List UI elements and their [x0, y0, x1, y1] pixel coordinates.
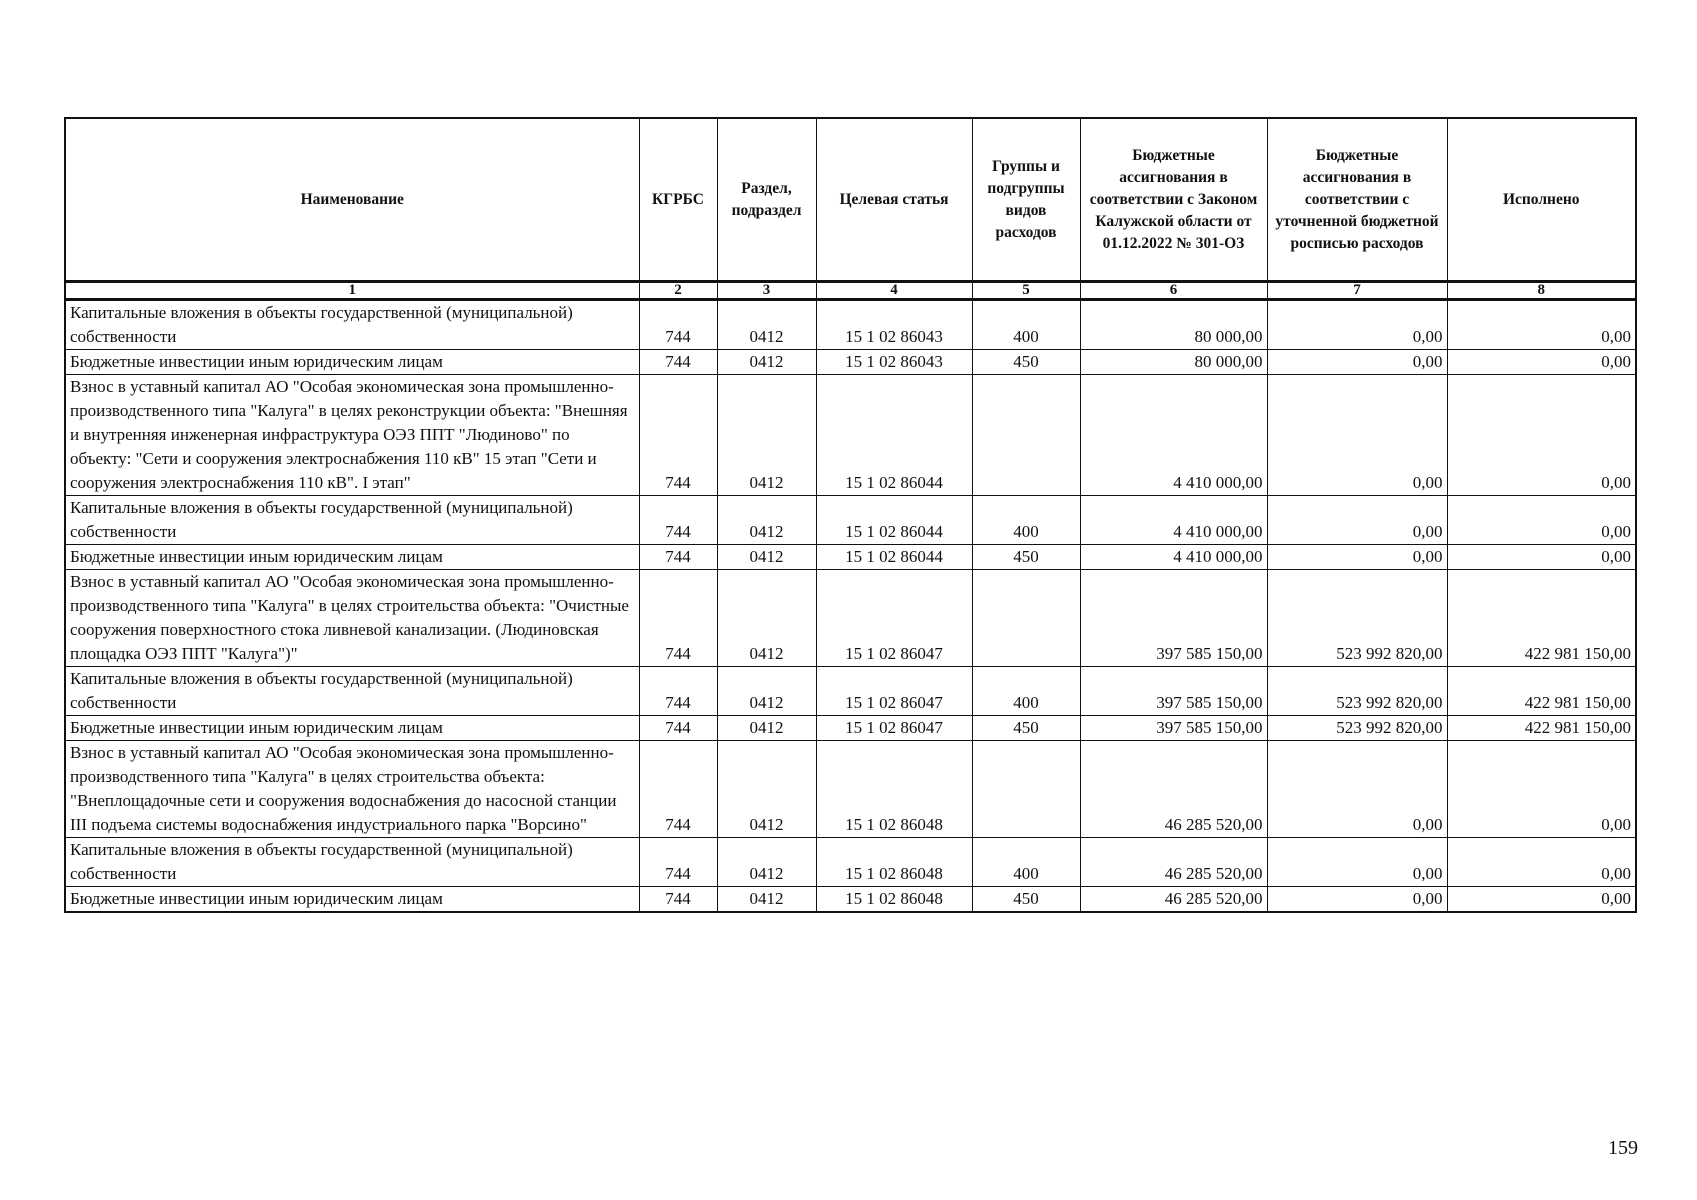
- cell-name: Капитальные вложения в объекты государственной (муниципальной) собственности: [65, 838, 639, 887]
- cell-executed-amount: 422 981 150,00: [1447, 570, 1636, 667]
- cell-executed-amount: 0,00: [1447, 375, 1636, 496]
- column-number: 8: [1447, 282, 1636, 300]
- cell-group: 450: [972, 350, 1080, 375]
- table-row: [65, 667, 1636, 716]
- cell-name: Капитальные вложения в объекты государственной (муниципальной) собственности: [65, 300, 639, 350]
- cell-group: 400: [972, 838, 1080, 887]
- page-number: 159: [1608, 1137, 1638, 1159]
- header-section: Раздел, подраздел: [717, 118, 816, 282]
- cell-name: Капитальные вложения в объекты государственной (муниципальной) собственности: [65, 496, 639, 545]
- header-kgrbs: КГРБС: [639, 118, 717, 282]
- cell-law-amount: 80 000,00: [1080, 300, 1267, 350]
- cell-name: Взнос в уставный капитал АО "Особая экономическая зона промышленно-производственного типа "Калуга" в целях реконструкции объекта: "Внешняя и внутренняя инженерная инфраструктура ОЭЗ ППТ "Людиново" по объекту: "Сети и сооружения электроснабжения 110 кВ" 15 этап "Сети и сооружения электроснабжения 110 кВ". I этап": [65, 375, 639, 496]
- cell-name: Бюджетные инвестиции иным юридическим лицам: [65, 350, 639, 375]
- cell-law-amount: 80 000,00: [1080, 350, 1267, 375]
- column-number: 2: [639, 282, 717, 300]
- cell-law-amount: 4 410 000,00: [1080, 545, 1267, 570]
- cell-refined-amount: 0,00: [1267, 300, 1447, 350]
- column-number: 5: [972, 282, 1080, 300]
- cell-name: Бюджетные инвестиции иным юридическим лицам: [65, 545, 639, 570]
- cell-refined-amount: 0,00: [1267, 838, 1447, 887]
- table-row: [65, 570, 1636, 667]
- cell-target: 15 1 02 86048: [816, 887, 972, 913]
- cell-kgrbs: 744: [639, 350, 717, 375]
- cell-refined-amount: 0,00: [1267, 496, 1447, 545]
- cell-name: Бюджетные инвестиции иным юридическим лицам: [65, 887, 639, 913]
- table-row: [65, 545, 1636, 570]
- cell-refined-amount: 523 992 820,00: [1267, 667, 1447, 716]
- header-law: Бюджетные ассигнования в соответствии с Законом Калужской области от 01.12.2022 № 301-ОЗ: [1080, 118, 1267, 282]
- table-row: [65, 375, 1636, 496]
- cell-section: 0412: [717, 741, 816, 838]
- cell-group: [972, 570, 1080, 667]
- cell-target: 15 1 02 86043: [816, 350, 972, 375]
- cell-refined-amount: 523 992 820,00: [1267, 570, 1447, 667]
- table-row: [65, 838, 1636, 887]
- cell-law-amount: 397 585 150,00: [1080, 716, 1267, 741]
- cell-section: 0412: [717, 375, 816, 496]
- cell-kgrbs: 744: [639, 300, 717, 350]
- cell-executed-amount: 422 981 150,00: [1447, 667, 1636, 716]
- cell-law-amount: 46 285 520,00: [1080, 887, 1267, 913]
- cell-refined-amount: 0,00: [1267, 741, 1447, 838]
- table-row: [65, 741, 1636, 838]
- cell-target: 15 1 02 86048: [816, 741, 972, 838]
- cell-refined-amount: 0,00: [1267, 350, 1447, 375]
- table-row: [65, 496, 1636, 545]
- cell-group: 400: [972, 667, 1080, 716]
- cell-section: 0412: [717, 300, 816, 350]
- cell-refined-amount: 523 992 820,00: [1267, 716, 1447, 741]
- header-target: Целевая статья: [816, 118, 972, 282]
- cell-kgrbs: 744: [639, 838, 717, 887]
- header-groups: Группы и подгруппы видов расходов: [972, 118, 1080, 282]
- cell-executed-amount: 422 981 150,00: [1447, 716, 1636, 741]
- column-number: 6: [1080, 282, 1267, 300]
- cell-name: Взнос в уставный капитал АО "Особая экономическая зона промышленно-производственного типа "Калуга" в целях строительства объекта: "Внеплощадочные сети и сооружения водоснабжения до насосной станции III подъема системы водоснабжения индустриального парка "Ворсино": [65, 741, 639, 838]
- cell-law-amount: 46 285 520,00: [1080, 741, 1267, 838]
- cell-target: 15 1 02 86044: [816, 545, 972, 570]
- cell-refined-amount: 0,00: [1267, 545, 1447, 570]
- cell-group: 450: [972, 887, 1080, 913]
- cell-group: 400: [972, 300, 1080, 350]
- cell-target: 15 1 02 86047: [816, 667, 972, 716]
- cell-kgrbs: 744: [639, 545, 717, 570]
- cell-law-amount: 397 585 150,00: [1080, 570, 1267, 667]
- cell-section: 0412: [717, 570, 816, 667]
- cell-kgrbs: 744: [639, 741, 717, 838]
- cell-refined-amount: 0,00: [1267, 375, 1447, 496]
- cell-target: 15 1 02 86047: [816, 570, 972, 667]
- cell-name: Капитальные вложения в объекты государственной (муниципальной) собственности: [65, 667, 639, 716]
- cell-kgrbs: 744: [639, 375, 717, 496]
- cell-group: 450: [972, 545, 1080, 570]
- cell-target: 15 1 02 86044: [816, 496, 972, 545]
- cell-kgrbs: 744: [639, 716, 717, 741]
- column-number: 1: [65, 282, 639, 300]
- column-number: 3: [717, 282, 816, 300]
- cell-kgrbs: 744: [639, 570, 717, 667]
- cell-kgrbs: 744: [639, 667, 717, 716]
- budget-table-container: [64, 117, 1635, 913]
- cell-executed-amount: 0,00: [1447, 350, 1636, 375]
- cell-group: 400: [972, 496, 1080, 545]
- cell-kgrbs: 744: [639, 496, 717, 545]
- cell-section: 0412: [717, 716, 816, 741]
- cell-law-amount: 4 410 000,00: [1080, 496, 1267, 545]
- cell-target: 15 1 02 86047: [816, 716, 972, 741]
- cell-section: 0412: [717, 838, 816, 887]
- cell-executed-amount: 0,00: [1447, 545, 1636, 570]
- cell-executed-amount: 0,00: [1447, 741, 1636, 838]
- cell-section: 0412: [717, 545, 816, 570]
- header-row: [65, 118, 1636, 282]
- table-row: [65, 716, 1636, 741]
- cell-target: 15 1 02 86044: [816, 375, 972, 496]
- budget-table: [64, 117, 1637, 913]
- cell-executed-amount: 0,00: [1447, 300, 1636, 350]
- cell-executed-amount: 0,00: [1447, 496, 1636, 545]
- header-executed: Исполнено: [1447, 118, 1636, 282]
- column-number-row: [65, 282, 1636, 300]
- cell-group: [972, 741, 1080, 838]
- cell-kgrbs: 744: [639, 887, 717, 913]
- cell-target: 15 1 02 86048: [816, 838, 972, 887]
- cell-executed-amount: 0,00: [1447, 887, 1636, 913]
- cell-name: Бюджетные инвестиции иным юридическим лицам: [65, 716, 639, 741]
- cell-executed-amount: 0,00: [1447, 838, 1636, 887]
- cell-law-amount: 397 585 150,00: [1080, 667, 1267, 716]
- cell-group: 450: [972, 716, 1080, 741]
- table-row: [65, 350, 1636, 375]
- cell-section: 0412: [717, 350, 816, 375]
- cell-refined-amount: 0,00: [1267, 887, 1447, 913]
- cell-target: 15 1 02 86043: [816, 300, 972, 350]
- cell-section: 0412: [717, 496, 816, 545]
- cell-name: Взнос в уставный капитал АО "Особая экономическая зона промышленно-производственного типа "Калуга" в целях строительства объекта: "Очистные сооружения поверхностного стока ливневой канализации. (Людиновская площадка ОЭЗ ППТ "Калуга")": [65, 570, 639, 667]
- column-number: 4: [816, 282, 972, 300]
- header-refined: Бюджетные ассигнования в соответствии с уточненной бюджетной росписью расходов: [1267, 118, 1447, 282]
- table-row: [65, 887, 1636, 913]
- cell-group: [972, 375, 1080, 496]
- cell-section: 0412: [717, 887, 816, 913]
- column-number: 7: [1267, 282, 1447, 300]
- cell-section: 0412: [717, 667, 816, 716]
- cell-law-amount: 4 410 000,00: [1080, 375, 1267, 496]
- header-name: Наименование: [65, 118, 639, 282]
- cell-law-amount: 46 285 520,00: [1080, 838, 1267, 887]
- table-row: [65, 300, 1636, 350]
